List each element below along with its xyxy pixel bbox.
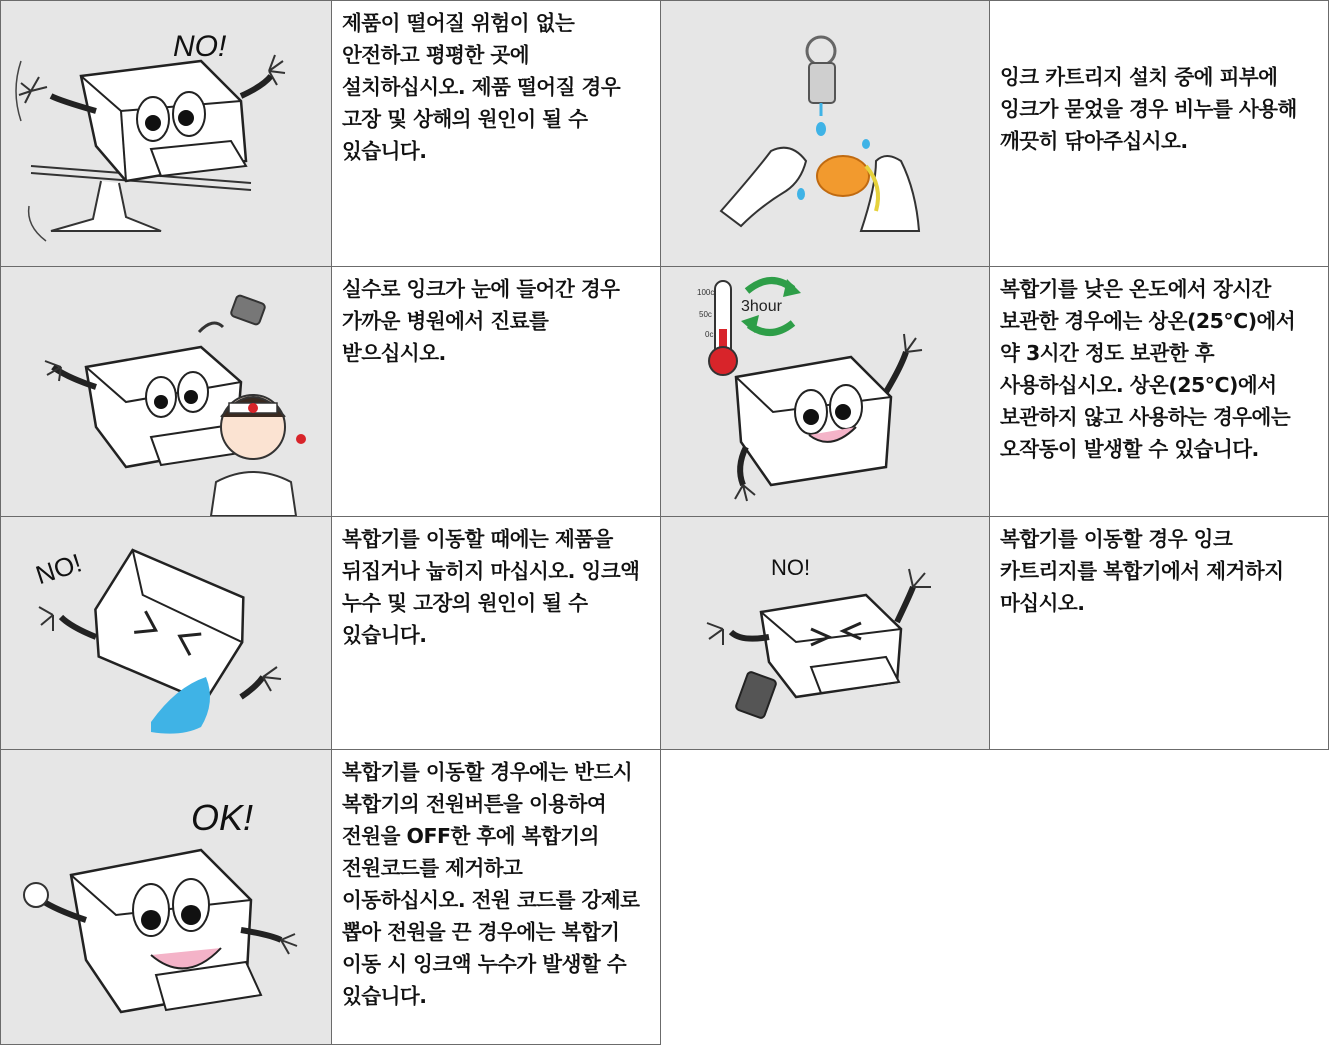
illustration-printer-ok [0,749,332,1045]
illustration-tilted-printer-leaking [0,516,332,750]
instruction-text: 복합기를 이동할 경우에는 반드시 복합기의 전원버튼을 이용하여 전원을 OFF한 후에 복합기의 전원코드를 제거하고 이동하십시오. 전원 코드를 강제로 뽑아 전원을 끈 경우에는 복합기 이동 시 잉크액 누수가 발생할 수 있습니다. [342,760,640,1008]
illustration-printer-unstable-stand [0,0,332,267]
illustration-ink-in-eye [0,266,332,517]
instruction-text: 제품이 떨어질 위험이 없는 안전하고 평평한 곳에 설치하십시오. 제품 떨어질 경우 고장 및 상해의 원인이 될 수 있습니다. [342,11,621,163]
instruction-cell [989,0,1329,267]
instruction-text: 잉크 카트리지 설치 중에 피부에 잉크가 묻었을 경우 비누를 사용해 깨끗히 닦아주십시오. [1000,65,1297,153]
instruction-cell [331,266,661,517]
thermo-tick: 50c [699,310,712,319]
instruction-cell [989,266,1329,517]
instruction-cell [989,516,1329,750]
no-label: NO! [173,30,227,63]
instruction-cell [331,749,661,1045]
illustration-washing-hands [660,0,990,267]
thermo-tick: 0c [705,330,714,339]
instruction-cell [331,0,661,267]
illustration-thermometer-3hour [660,266,990,517]
instruction-text: 복합기를 낮은 온도에서 장시간 보관한 경우에는 상온(25°C)에서 약 3시간 정도 보관한 후 사용하십시오. 상온(25°C)에서 보관하지 않고 사용하는 경우에는 오작동이 발생할 수 있습니다. [1000,277,1296,461]
thermo-tick: 100c [697,288,715,297]
ok-label: OK! [191,797,254,838]
instruction-cell [331,516,661,750]
instruction-text: 복합기를 이동할 경우 잉크 카트리지를 복합기에서 제거하지 마십시오. [1000,527,1284,615]
instruction-text: 실수로 잉크가 눈에 들어간 경우 가까운 병원에서 진료를 받으십시오. [342,277,620,365]
three-hour-label: 3hour [741,298,782,315]
instruction-text: 복합기를 이동할 때에는 제품을 뒤집거나 눕히지 마십시오. 잉크액 누수 및 고장의 원인이 될 수 있습니다. [342,527,640,647]
illustration-removing-cartridge [660,516,990,750]
no-label: NO! [771,555,811,580]
no-label: NO! [31,547,86,591]
